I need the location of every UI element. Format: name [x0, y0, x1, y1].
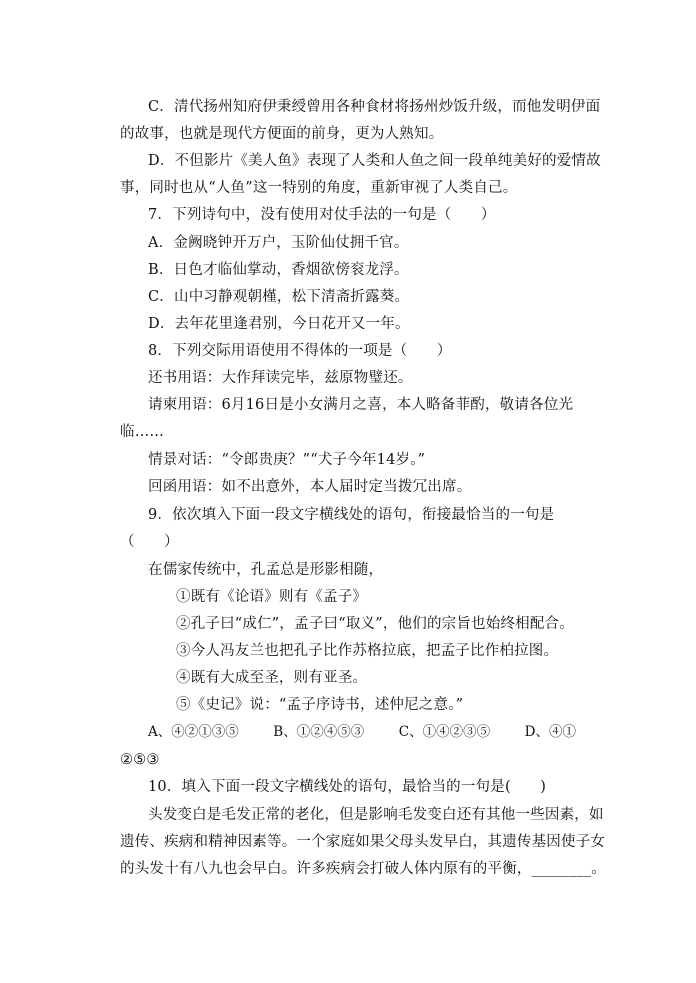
- question-9-options: [148, 722, 576, 742]
- question-7-option-c: C．山中习静观朝槿，松下清斋折露葵。: [148, 289, 410, 305]
- question-9-option-d-cont: ②⑤③: [120, 752, 160, 768]
- question-9-sentence-3: ③今人冯友兰也把孔子比作苏格拉底，把孟子比作柏拉图。: [176, 643, 559, 659]
- question-9-sentence-1: ①既有《论语》则有《孟子》: [176, 589, 368, 605]
- question-9-passage: 在儒家传统中，孔孟总是形影相随，: [148, 562, 384, 578]
- option-c-line-1: C．清代扬州知府伊秉绶曾用各种食材将扬州炒饭升级，而他发明伊面: [148, 99, 601, 115]
- question-10-passage-2: 遗传、疾病和精神因素等。一个家庭如果父母头发早白，其遗传基因使子女: [120, 834, 606, 850]
- question-7-option-a: A．金阙晓钟开万户，玉阶仙仗拥千官。: [148, 235, 409, 251]
- question-8-item-2: 请柬用语：6月16日是小女满月之喜，本人略备菲酌，敬请各位光: [148, 397, 574, 413]
- question-9-option-c: C、①④②③⑤: [398, 724, 491, 740]
- question-10-passage-3: 的头发十有八九也会早白。许多疾病会打破人体内原有的平衡，________。: [120, 861, 606, 877]
- question-9-option-d: D、④①: [524, 724, 576, 740]
- option-d-line-1: D．不但影片《美人鱼》表现了人类和人鱼之间一段单纯美好的爱情故: [148, 153, 601, 169]
- question-9-option-a: A、④②①③⑤: [148, 724, 239, 740]
- question-8-item-4: 回函用语：如不出意外，本人届时定当拨冗出席。: [148, 479, 472, 495]
- question-10-passage-1: 头发变白是毛发正常的老化，但是影响毛发变白还有其他一些因素，如: [148, 807, 604, 823]
- question-8-item-3: 情景对话：“令郎贵庚？”“犬子今年14岁。”: [148, 452, 426, 468]
- question-9-sentence-5: ⑤《史记》说：“孟子序诗书，述仲尼之意。”: [176, 697, 464, 713]
- question-9-option-b: B、①②④⑤③: [273, 724, 365, 740]
- question-9-stem: 9．依次填入下面一段文字横线处的语句，衔接最恰当的一句是: [148, 507, 555, 523]
- question-9-sentence-4: ④既有大成至圣，则有亚圣。: [176, 670, 368, 686]
- question-7-stem: 7．下列诗句中，没有使用对仗手法的一句是（ ）: [148, 207, 496, 223]
- question-7-option-d: D．去年花里逢君别，今日花开又一年。: [148, 316, 410, 332]
- question-8-stem: 8．下列交际用语使用不得体的一项是（ ）: [148, 343, 452, 359]
- option-d-line-2: 事，同时也从“人鱼”这一特别的角度，重新审视了人类自己。: [120, 180, 518, 196]
- question-9-blank: （ ）: [120, 534, 179, 550]
- question-7-option-b: B．日色才临仙掌动，香烟欲傍衮龙浮。: [148, 262, 409, 278]
- option-c-line-2: 的故事，也就是现代方便面的前身，更为人熟知。: [120, 126, 444, 142]
- question-10-stem: 10．填入下面一段文字横线处的语句，最恰当的一句是( ): [148, 779, 547, 795]
- question-8-item-1: 还书用语：大作拜读完毕，兹原物璧还。: [148, 370, 413, 386]
- question-9-sentence-2: ②孔子曰“成仁”，孟子曰“取义”，他们的宗旨也始终相配合。: [176, 616, 574, 632]
- question-8-item-2-cont: 临……: [120, 424, 165, 440]
